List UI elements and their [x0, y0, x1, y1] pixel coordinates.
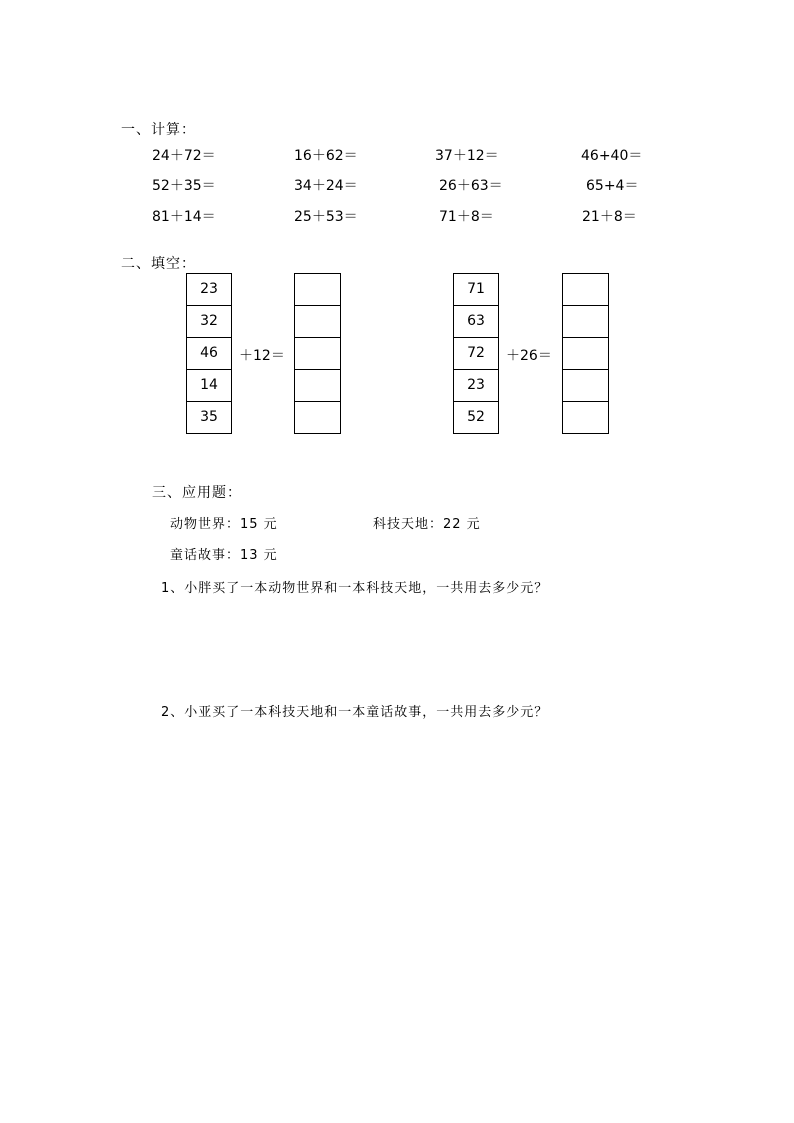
calc-r1c1: 24＋72＝ — [152, 148, 216, 164]
answer-blank[interactable] — [563, 338, 608, 370]
left-operation: ＋12＝ — [239, 348, 285, 364]
right-input-column — [453, 273, 499, 434]
calc-r1c4: 46+40＝ — [581, 148, 643, 164]
answer-blank[interactable] — [563, 370, 608, 402]
calc-r2c2: 34＋24＝ — [294, 178, 358, 194]
answer-blank[interactable] — [295, 402, 340, 434]
right-input-cell: 23 — [454, 370, 498, 402]
left-input-cell: 32 — [187, 306, 231, 338]
answer-blank[interactable] — [295, 338, 340, 370]
calc-r3c2: 25＋53＝ — [294, 209, 358, 225]
left-input-cell: 35 — [187, 402, 231, 434]
question-1: 1、小胖买了一本动物世界和一本科技天地，一共用去多少元？ — [161, 581, 549, 596]
left-answer-column — [294, 273, 341, 434]
answer-blank[interactable] — [563, 402, 608, 434]
section2-title: 二、填空： — [121, 256, 196, 272]
answer-blank[interactable] — [295, 370, 340, 402]
calc-r3c3: 71＋8＝ — [439, 209, 494, 225]
answer-blank[interactable] — [295, 274, 340, 306]
calc-r3c1: 81＋14＝ — [152, 209, 216, 225]
right-answer-column — [562, 273, 609, 434]
answer-blank[interactable] — [563, 274, 608, 306]
left-input-cell: 14 — [187, 370, 231, 402]
calc-r1c2: 16＋62＝ — [294, 148, 358, 164]
section3-title: 三、应用题： — [152, 485, 242, 501]
right-input-cell: 63 — [454, 306, 498, 338]
calc-r1c3: 37＋12＝ — [435, 148, 499, 164]
price-science-world: 科技天地：22 元 — [373, 517, 481, 532]
left-input-cell: 23 — [187, 274, 231, 306]
question-2: 2、小亚买了一本科技天地和一本童话故事，一共用去多少元？ — [161, 705, 549, 720]
answer-blank[interactable] — [563, 306, 608, 338]
price-fairy-tales: 童话故事：13 元 — [170, 548, 278, 563]
right-operation: ＋26＝ — [506, 348, 552, 364]
section1-title: 一、计算： — [121, 122, 196, 138]
calc-r2c1: 52＋35＝ — [152, 178, 216, 194]
calc-r2c3: 26＋63＝ — [439, 178, 503, 194]
right-input-cell: 71 — [454, 274, 498, 306]
answer-blank[interactable] — [295, 306, 340, 338]
right-input-cell: 72 — [454, 338, 498, 370]
left-input-cell: 46 — [187, 338, 231, 370]
right-input-cell: 52 — [454, 402, 498, 434]
calc-r3c4: 21＋8＝ — [582, 209, 637, 225]
left-input-column — [186, 273, 232, 434]
calc-r2c4: 65+4＝ — [586, 178, 639, 194]
price-animal-world: 动物世界：15 元 — [170, 517, 278, 532]
